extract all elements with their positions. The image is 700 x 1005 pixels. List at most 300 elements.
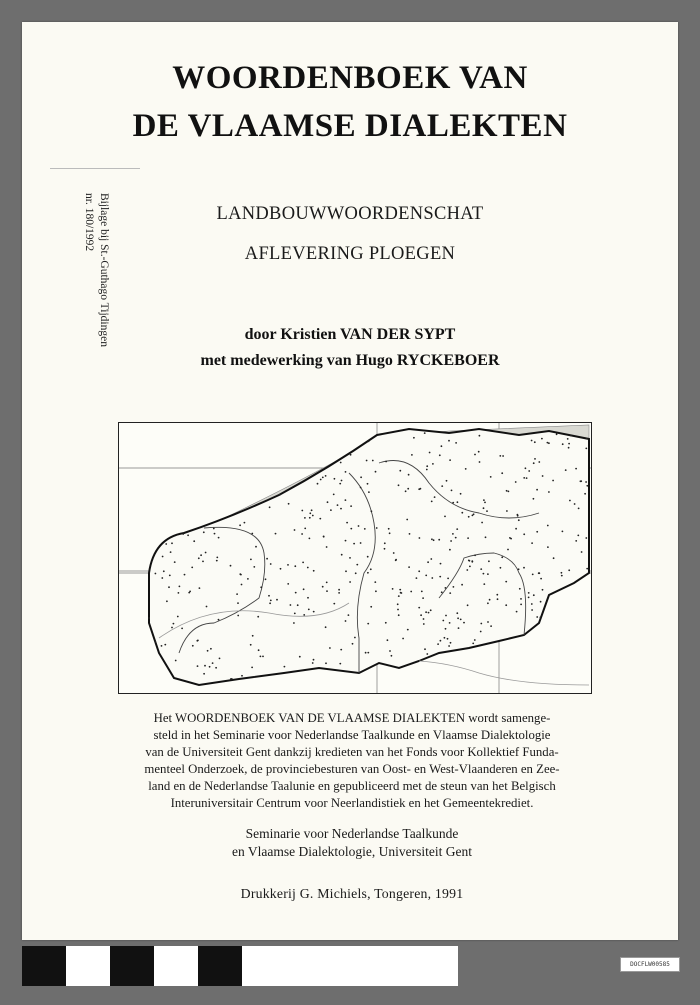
survey-point — [515, 528, 517, 530]
survey-point — [569, 500, 571, 502]
survey-point — [338, 592, 340, 594]
survey-point — [506, 510, 508, 512]
survey-point — [547, 525, 549, 527]
survey-point — [575, 468, 577, 470]
survey-point — [540, 601, 542, 603]
survey-point — [518, 568, 520, 570]
survey-point — [500, 567, 502, 569]
survey-point — [348, 614, 350, 616]
survey-point — [349, 557, 351, 559]
survey-point — [520, 604, 522, 606]
survey-point — [170, 551, 172, 553]
survey-point — [528, 592, 530, 594]
calibration-block-white — [66, 946, 110, 986]
survey-point — [440, 640, 442, 642]
survey-point — [574, 503, 576, 505]
survey-point — [333, 494, 335, 496]
survey-point — [297, 604, 299, 606]
survey-point — [402, 638, 404, 640]
archive-barcode-label: DOCFLW00585 — [620, 957, 680, 972]
survey-point — [452, 533, 454, 535]
survey-point — [366, 460, 368, 462]
survey-point — [375, 471, 377, 473]
survey-point — [340, 508, 342, 510]
survey-point — [371, 510, 373, 512]
survey-point — [168, 586, 170, 588]
survey-point — [204, 665, 206, 667]
survey-point — [360, 487, 362, 489]
survey-point — [472, 643, 474, 645]
survey-point — [213, 528, 215, 530]
survey-point — [540, 617, 542, 619]
survey-point — [533, 498, 535, 500]
survey-point — [202, 561, 204, 563]
survey-point — [562, 531, 564, 533]
survey-point — [241, 584, 243, 586]
survey-point — [389, 650, 391, 652]
survey-point — [474, 454, 476, 456]
survey-point — [364, 528, 366, 530]
survey-point — [247, 578, 249, 580]
survey-point — [345, 540, 347, 542]
survey-point — [370, 606, 372, 608]
survey-point — [523, 533, 525, 535]
survey-point — [434, 496, 436, 498]
survey-point — [191, 567, 193, 569]
survey-point — [531, 542, 533, 544]
survey-point — [290, 604, 292, 606]
survey-point — [483, 507, 485, 509]
survey-point — [487, 621, 489, 623]
survey-point — [398, 595, 400, 597]
survey-point — [250, 559, 252, 561]
survey-point — [320, 479, 322, 481]
survey-point — [358, 525, 360, 527]
survey-point — [499, 455, 501, 457]
survey-point — [219, 658, 221, 660]
calibration-block-black — [110, 946, 154, 986]
survey-point — [376, 527, 378, 529]
survey-point — [469, 566, 471, 568]
survey-point — [406, 519, 408, 521]
survey-point — [265, 578, 267, 580]
survey-point — [163, 570, 165, 572]
survey-point — [260, 586, 262, 588]
survey-point — [480, 568, 482, 570]
survey-point — [424, 432, 426, 434]
survey-point — [395, 559, 397, 561]
survey-point — [367, 572, 369, 574]
survey-point — [269, 506, 271, 508]
survey-point — [304, 528, 306, 530]
survey-point — [456, 528, 458, 530]
survey-point — [518, 519, 520, 521]
survey-point — [540, 578, 542, 580]
survey-point — [203, 531, 205, 533]
survey-point — [418, 607, 420, 609]
survey-point — [209, 666, 211, 668]
survey-point — [368, 440, 370, 442]
survey-point — [313, 611, 315, 613]
survey-point — [367, 623, 369, 625]
survey-point — [538, 572, 540, 574]
survey-point — [187, 534, 189, 536]
survey-point — [556, 433, 558, 435]
survey-point — [505, 604, 507, 606]
survey-point — [367, 483, 369, 485]
survey-point — [425, 575, 427, 577]
survey-point — [212, 662, 214, 664]
survey-point — [260, 656, 262, 658]
survey-point — [487, 602, 489, 604]
survey-point — [508, 491, 510, 493]
survey-point — [330, 509, 332, 511]
survey-point — [547, 546, 549, 548]
survey-point — [496, 594, 498, 596]
flanders-map — [119, 423, 591, 693]
calibration-block-white — [154, 946, 198, 986]
survey-point — [405, 490, 407, 492]
survey-point — [329, 647, 331, 649]
survey-point — [439, 576, 441, 578]
survey-point — [460, 493, 462, 495]
survey-point — [301, 533, 303, 535]
survey-point — [568, 447, 570, 449]
survey-point — [444, 637, 446, 639]
survey-point — [562, 443, 564, 445]
survey-point — [239, 573, 241, 575]
survey-point — [519, 588, 521, 590]
survey-point — [453, 586, 455, 588]
survey-point — [515, 481, 517, 483]
survey-point — [398, 614, 400, 616]
survey-point — [294, 613, 296, 615]
survey-point — [270, 563, 272, 565]
survey-point — [326, 590, 328, 592]
survey-point — [200, 554, 202, 556]
survey-point — [460, 619, 462, 621]
survey-point — [397, 603, 399, 605]
survey-point — [171, 542, 173, 544]
survey-point — [541, 438, 543, 440]
survey-point — [184, 574, 186, 576]
survey-point — [280, 568, 282, 570]
survey-point — [279, 494, 281, 496]
title-line-2: DE VLAAMSE DIALEKTEN — [132, 108, 568, 144]
survey-point — [193, 540, 195, 542]
survey-point — [445, 628, 447, 630]
survey-point — [481, 522, 483, 524]
divider — [50, 168, 140, 169]
survey-point — [257, 616, 259, 618]
survey-point — [553, 557, 555, 559]
survey-point — [237, 615, 239, 617]
survey-point — [326, 546, 328, 548]
survey-point — [350, 505, 352, 507]
survey-point — [531, 603, 533, 605]
survey-point — [327, 501, 329, 503]
survey-point — [586, 485, 588, 487]
survey-point — [448, 440, 450, 442]
side-note-line-2: nr. 180/1992 — [83, 193, 95, 252]
survey-point — [467, 537, 469, 539]
survey-point — [568, 443, 570, 445]
survey-point — [487, 573, 489, 575]
survey-point — [313, 659, 315, 661]
survey-point — [319, 518, 321, 520]
survey-point — [218, 537, 220, 539]
survey-point — [430, 609, 432, 611]
survey-point — [526, 477, 528, 479]
survey-point — [374, 581, 376, 583]
survey-point — [370, 568, 372, 570]
survey-point — [350, 528, 352, 530]
survey-point — [479, 461, 481, 463]
survey-point — [577, 535, 579, 537]
survey-point — [311, 509, 313, 511]
survey-point — [452, 502, 454, 504]
survey-point — [449, 622, 451, 624]
survey-point — [430, 558, 432, 560]
survey-point — [542, 589, 544, 591]
survey-point — [309, 538, 311, 540]
survey-point — [161, 577, 163, 579]
survey-point — [367, 556, 369, 558]
survey-point — [181, 628, 183, 630]
survey-point — [241, 675, 243, 677]
survey-point — [485, 536, 487, 538]
survey-point — [349, 581, 351, 583]
survey-point — [236, 593, 238, 595]
survey-point — [486, 510, 488, 512]
survey-point — [432, 463, 434, 465]
survey-point — [584, 493, 586, 495]
survey-point — [542, 475, 544, 477]
description-line: van de Universiteit Gent dankzij kredieten van het Fonds voor Kollektief Funda- — [145, 745, 559, 759]
survey-point — [505, 581, 507, 583]
survey-point — [148, 617, 150, 619]
title-line-1: WOORDENBOEK VAN — [172, 60, 528, 96]
survey-point — [356, 564, 358, 566]
author-line-2: met medewerking van Hugo RYCKEBOER — [200, 352, 500, 369]
survey-point — [423, 623, 425, 625]
institution-line-2: en Vlaamse Dialektologie, Universiteit Gent — [231, 844, 473, 859]
survey-point — [586, 438, 588, 440]
survey-point — [468, 560, 470, 562]
survey-point — [165, 543, 167, 545]
survey-point — [325, 662, 327, 664]
survey-point — [174, 561, 176, 563]
survey-point — [295, 592, 297, 594]
survey-point — [458, 627, 460, 629]
survey-point — [345, 570, 347, 572]
survey-point — [567, 438, 569, 440]
survey-point — [346, 522, 348, 524]
description-line: Het WOORDENBOEK VAN DE VLAAMSE DIALEKTEN wordt samenge- — [153, 711, 551, 725]
description-line: steld in het Seminarie voor Nederlandse Taalkunde en Vlaamse Dialektologie — [153, 728, 551, 742]
calibration-strip-blank — [286, 946, 458, 986]
survey-point — [445, 587, 447, 589]
survey-point — [375, 590, 377, 592]
survey-point — [426, 653, 428, 655]
survey-point — [173, 623, 175, 625]
survey-point — [255, 546, 257, 548]
survey-point — [548, 491, 550, 493]
author-line-1: door Kristien VAN DER SYPT — [244, 326, 456, 343]
survey-point — [337, 504, 339, 506]
survey-point — [287, 564, 289, 566]
survey-point — [580, 480, 582, 482]
survey-point — [339, 483, 341, 485]
survey-point — [451, 490, 453, 492]
survey-point — [450, 540, 452, 542]
survey-point — [384, 542, 386, 544]
survey-point — [179, 586, 181, 588]
institution-block — [102, 825, 602, 861]
survey-point — [461, 512, 463, 514]
survey-point — [284, 666, 286, 668]
survey-point — [444, 516, 446, 518]
survey-point — [299, 656, 301, 658]
survey-point — [536, 616, 538, 618]
survey-point — [497, 598, 499, 600]
survey-point — [419, 537, 421, 539]
survey-point — [429, 452, 431, 454]
survey-point — [214, 533, 216, 535]
survey-point — [456, 612, 458, 614]
survey-point — [325, 626, 327, 628]
survey-point — [269, 602, 271, 604]
survey-point — [301, 510, 303, 512]
survey-point — [466, 569, 468, 571]
survey-point — [431, 577, 433, 579]
survey-point — [480, 631, 482, 633]
survey-point — [427, 561, 429, 563]
survey-point — [392, 588, 394, 590]
survey-point — [303, 588, 305, 590]
survey-point — [538, 461, 540, 463]
calibration-block-black — [198, 946, 242, 986]
survey-point — [416, 577, 418, 579]
printer-line: Drukkerij G. Michiels, Tongeren, 1991 — [240, 886, 464, 901]
survey-point — [309, 512, 311, 514]
survey-point — [188, 592, 190, 594]
survey-point — [239, 524, 241, 526]
survey-point — [237, 602, 239, 604]
survey-point — [455, 442, 457, 444]
survey-point — [534, 458, 536, 460]
survey-point — [585, 448, 587, 450]
survey-point — [387, 639, 389, 641]
survey-point — [509, 537, 511, 539]
survey-point — [288, 503, 290, 505]
survey-point — [517, 515, 519, 517]
survey-point — [155, 573, 157, 575]
survey-point — [423, 618, 425, 620]
survey-point — [322, 586, 324, 588]
survey-point — [501, 556, 503, 558]
survey-point — [192, 645, 194, 647]
survey-point — [197, 665, 199, 667]
survey-point — [303, 614, 305, 616]
survey-point — [516, 611, 518, 613]
survey-point — [483, 499, 485, 501]
survey-point — [467, 604, 469, 606]
survey-point — [424, 648, 426, 650]
survey-point — [455, 537, 457, 539]
survey-point — [413, 437, 415, 439]
survey-point — [287, 583, 289, 585]
survey-point — [474, 554, 476, 556]
survey-point — [334, 478, 336, 480]
description-line: Interuniversitair Centrum voor Neerlandistiek en het Gemeentekrediet. — [170, 796, 534, 810]
survey-point — [447, 578, 449, 580]
survey-point — [565, 469, 567, 471]
survey-point — [474, 639, 476, 641]
survey-point — [372, 460, 374, 462]
survey-point — [528, 597, 530, 599]
survey-point — [457, 617, 459, 619]
survey-point — [441, 591, 443, 593]
survey-point — [400, 592, 402, 594]
survey-point — [533, 594, 535, 596]
survey-point — [570, 435, 572, 437]
survey-point — [536, 531, 538, 533]
survey-point — [251, 667, 253, 669]
survey-point — [420, 614, 422, 616]
survey-point — [426, 469, 428, 471]
survey-point — [552, 480, 554, 482]
survey-point — [425, 611, 427, 613]
survey-point — [294, 565, 296, 567]
survey-point — [507, 549, 509, 551]
survey-point — [322, 477, 324, 479]
survey-point — [250, 644, 252, 646]
survey-point — [207, 650, 209, 652]
survey-point — [340, 649, 342, 651]
survey-point — [575, 540, 577, 542]
survey-point — [449, 549, 451, 551]
survey-point — [388, 528, 390, 530]
survey-point — [426, 465, 428, 467]
survey-point — [199, 587, 201, 589]
survey-point — [389, 532, 391, 534]
survey-point — [175, 660, 177, 662]
survey-point — [253, 566, 255, 568]
subtitle-line-1: LANDBOUWWOORDENSCHAT — [216, 204, 484, 224]
survey-point — [218, 619, 220, 621]
survey-point — [450, 642, 452, 644]
survey-point — [391, 655, 393, 657]
survey-point — [457, 501, 459, 503]
calibration-block-black — [22, 946, 66, 986]
survey-point — [463, 622, 465, 624]
survey-point — [294, 529, 296, 531]
survey-point — [532, 574, 534, 576]
survey-point — [533, 462, 535, 464]
survey-point — [420, 488, 422, 490]
survey-point — [251, 533, 253, 535]
survey-point — [407, 488, 409, 490]
survey-point — [354, 637, 356, 639]
survey-point — [312, 515, 314, 517]
survey-point — [323, 536, 325, 538]
survey-point — [203, 673, 205, 675]
survey-point — [258, 649, 260, 651]
survey-point — [276, 599, 278, 601]
survey-point — [182, 533, 184, 535]
survey-point — [431, 501, 433, 503]
